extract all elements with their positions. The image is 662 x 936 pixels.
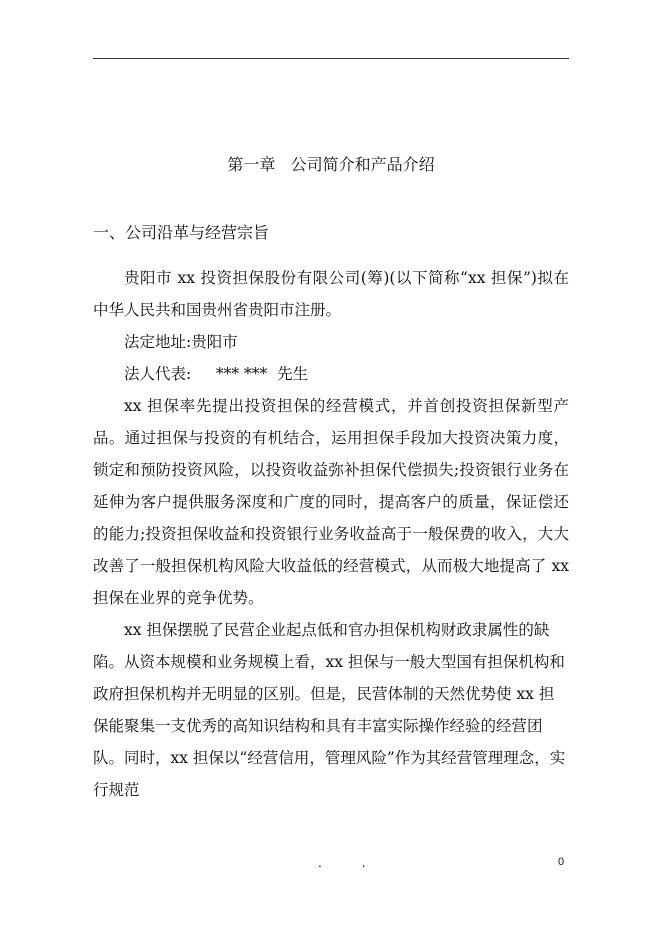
paragraph-legal-representative: 法人代表: *** *** 先生 [124,365,309,383]
document-body [93,262,569,806]
paragraph-legal-address: 法定地址:贵阳市 [124,333,238,351]
paragraph-company-intro: 贵阳市 xx 投资担保股份有限公司(筹)(以下简称“xx 担保”)拟在中华人民共和国贵州省贵阳市注册。 [93,269,569,319]
paragraph-advantages: xx 担保摆脱了民营企业起点低和官办担保机构财政隶属性的缺陷。从资本规模和业务规模上看，xx 担保与一般大型国有担保机构和政府担保机构并无明显的区别。但是，民营体制的天然优势使 xx 担保能聚集一支优秀的高知识结构和具有丰富实际操作经验的经营团队。同时，xx 担保以“经营信用，管理风险”作为其经营管理理念，实行规范 [93,621,566,799]
section-heading: 一、公司沿革与经营宗旨 [93,223,270,242]
header-rule [93,58,569,59]
paragraph-business-model: xx 担保率先提出投资担保的经营模式，并首创投资担保新型产品。通过担保与投资的有机结合，运用担保手段加大投资决策力度，锁定和预防投资风险，以投资收益弥补担保代偿损失;投资银行业务在延伸为客户提供服务深度和广度的同时，提高客户的质量，保证偿还的能力;投资担保收益和投资银行业务收益高于一般保费的收入，大大改善了一般担保机构风险大收益低的经营模式，从而极大地提高了 xx 担保在业界的竞争优势。 [93,397,569,607]
footer-dots: . . [318,856,384,870]
page-number: 0 [558,856,565,868]
chapter-title: 第一章 公司简介和产品介绍 [227,155,435,174]
